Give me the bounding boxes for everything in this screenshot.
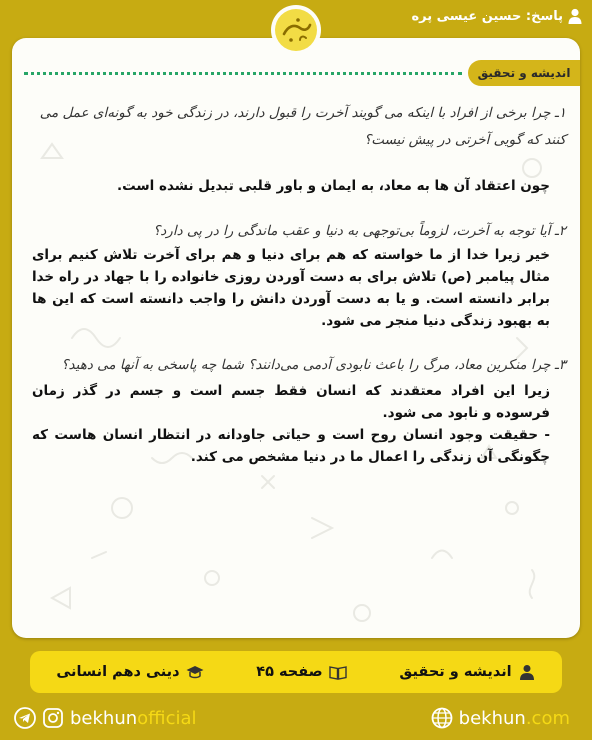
instagram-icon[interactable] (42, 707, 64, 729)
footer-page-text: صفحه ۴۵ (256, 664, 323, 680)
globe-icon (431, 707, 453, 729)
answer-1-line: چون اعتقاد آن ها به معاد، به ایمان و باور قلبی تبدیل نشده است. (116, 178, 550, 194)
footer-page (256, 664, 346, 680)
question-3: ۳ـ چرا منکرین معاد، مرگ را باعث نابودی آدمی می‌دانند؟ شما چه پاسخی به آنها می دهید؟ (61, 357, 566, 373)
book-icon (329, 664, 347, 680)
answer-author (411, 8, 582, 24)
footer-book (56, 664, 203, 680)
footer-topic-text: اندیشه و تحقیق (399, 664, 512, 680)
answer-2 (32, 244, 550, 332)
bekhun-logo (270, 4, 322, 56)
website-suffix: .com (525, 707, 570, 729)
footer-info-bar (30, 651, 562, 693)
dotted-divider (24, 72, 462, 75)
website-text (459, 708, 570, 729)
website-link[interactable] (431, 707, 570, 729)
website-prefix: bekhun (458, 707, 526, 729)
footer-topic (399, 664, 535, 680)
graduation-cap-icon (186, 664, 204, 680)
section-title: اندیشه و تحقیق (468, 60, 580, 86)
question-1: ۱ـ چرا برخی از افراد با اینکه می گویند آخرت را قبول دارند، در زندگی خود به گونه‌ای عمل می کنند که گویی آخرتی در پیش نیست؟ (39, 105, 566, 148)
bottom-bar (0, 704, 592, 740)
answer-1 (32, 175, 550, 197)
answer-3-line-1: زیرا این افراد معتقدند که انسان فقط جسم است و جسم در گذر زمان فرسوده و نابود می شود. (32, 383, 550, 421)
social-handle-text (70, 708, 197, 729)
answer-author-text: پاسخ: حسین عیسی پره (411, 8, 563, 24)
content-card (12, 38, 580, 638)
user-icon (518, 664, 536, 680)
social-handle[interactable] (14, 707, 197, 729)
footer-book-text: دینی دهم انسانی (56, 664, 180, 680)
answer-3 (32, 380, 550, 468)
social-handle-suffix: official (137, 707, 197, 729)
answer-3-line-2: - حقیقت وجود انسان روح است و حیاتی جاودانه در انتظار انسان هاست که چگونگی آن زندگی را اعمال ما در دنیا مشخص می کند. (32, 427, 550, 465)
answer-2-line: خیر زیرا خدا از ما خواسته که هم برای دنیا و هم برای آخرت تلاش کنیم برای مثال پیامبر (ص) تلاش برای به دست آوردن روزی خانواده را با جهاد در راه خدا برابر دانسته است. و یا به دست آوردن دانش را واجب دانسته است که این ها به بهبود زندگی دنیا منجر می شود. (32, 247, 550, 329)
question-2: ۲ـ آیا توجه به آخرت، لزوماً بی‌توجهی به دنیا و عقب ماندگی را در پی دارد؟ (153, 223, 566, 239)
telegram-icon[interactable] (14, 707, 36, 729)
social-handle-prefix: bekhun (70, 707, 138, 729)
user-icon (568, 8, 582, 24)
